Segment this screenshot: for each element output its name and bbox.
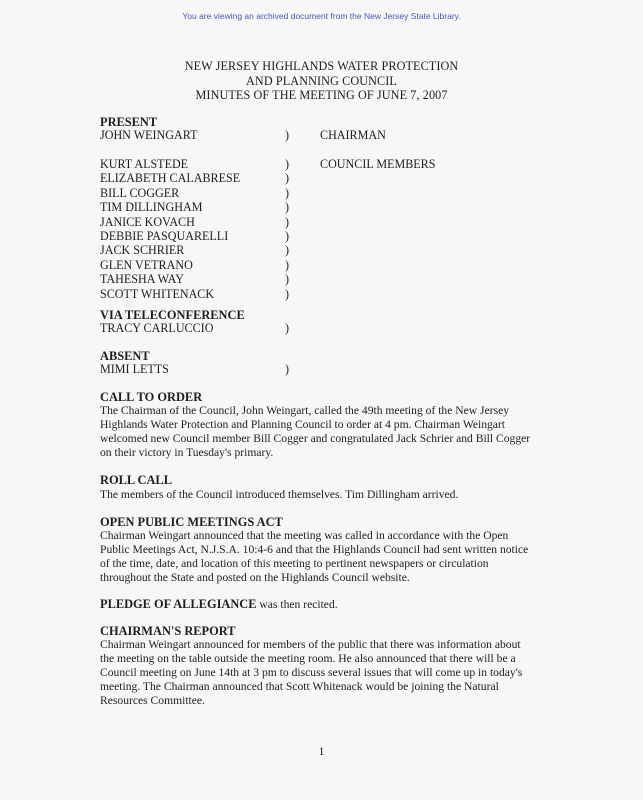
- paren: ): [285, 257, 290, 272]
- title-line-1: NEW JERSEY HIGHLANDS WATER PROTECTION: [184, 59, 459, 73]
- call-to-order-heading: CALL TO ORDER: [100, 390, 203, 404]
- council-member-name: BILL COGGER: [100, 185, 180, 200]
- archive-banner: You are viewing an archived document from the New Jersey State Library.: [182, 11, 461, 21]
- council-member-name: JANICE KOVACH: [100, 214, 195, 229]
- roll-call-text: The members of the Council introduced themselves. Tim Dillingham arrived.: [100, 488, 459, 501]
- text-line: Highlands Water Protection and Planning Council to order at 4 pm. Chairman Weingart: [100, 418, 506, 431]
- chairman-name: JOHN WEINGART: [100, 128, 198, 142]
- text-line: the meeting on the table outside the meeting room. He also announced that there will be a: [100, 652, 516, 665]
- text-line: Council meeting on June 14th at 3 pm to discuss several issues that will come up in today's: [100, 666, 523, 679]
- text-line: meeting. The Chairman announced that Scott Whitenack would be joining the Natural: [100, 680, 499, 693]
- council-members-role: COUNCIL MEMBERS: [320, 157, 436, 171]
- paren: ): [285, 128, 290, 142]
- opma-heading: OPEN PUBLIC MEETINGS ACT: [100, 515, 283, 529]
- text-line: throughout the State and posted on the Highlands Council website.: [100, 571, 410, 584]
- title-line-2: AND PLANNING COUNCIL: [246, 73, 397, 88]
- paren: ): [285, 214, 290, 229]
- paren: ): [285, 272, 290, 287]
- text-line: The Chairman of the Council, John Weingart, called the 49th meeting of the New Jersey: [100, 404, 510, 417]
- paren: ): [285, 243, 290, 258]
- paren: ): [285, 229, 290, 243]
- paren: ): [285, 185, 290, 200]
- text-line: Resources Committee.: [100, 694, 205, 707]
- teleconference-heading: VIA TELECONFERENCE: [100, 308, 245, 322]
- chairman-role: CHAIRMAN: [320, 128, 386, 142]
- present-heading: PRESENT: [100, 115, 158, 129]
- absent-heading: ABSENT: [100, 349, 150, 363]
- opma-text: [100, 529, 550, 585]
- text-line: Public Meetings Act, N.J.S.A. 10:4-6 and that the Highlands Council had sent written notice: [100, 543, 529, 556]
- text-line: welcomed new Council member Bill Cogger and congratulated Jack Schrier and Bill Cogger: [100, 432, 531, 445]
- paren: ): [285, 200, 290, 215]
- council-member-name: KURT ALSTEDE: [100, 157, 189, 171]
- pledge-text: was then recited.: [256, 598, 338, 611]
- call-to-order-text: [100, 404, 550, 460]
- text-line: Chairman Weingart announced for members of the public that there was information about: [100, 638, 521, 651]
- chairmans-report-text: [100, 638, 550, 708]
- council-member-name: TAHESHA WAY: [100, 272, 185, 287]
- paren: ): [285, 286, 290, 301]
- pledge-heading: PLEDGE OF ALLEGIANCE: [100, 597, 257, 611]
- paren: ): [285, 171, 290, 186]
- absent-name: MIMI LETTS: [100, 362, 169, 376]
- text-line: of the time, date, and location of this meeting to pertinent newspapers or circulation: [100, 557, 489, 570]
- pledge-line: [100, 597, 550, 612]
- text-line: on their victory in Tuesday's primary.: [100, 446, 274, 459]
- council-member-name: DEBBIE PASQUARELLI: [100, 229, 229, 243]
- title-line-3: MINUTES OF THE MEETING OF JUNE 7, 2007: [195, 88, 448, 102]
- council-member-name: SCOTT WHITENACK: [100, 286, 215, 301]
- roll-call-heading: ROLL CALL: [100, 473, 172, 487]
- document-title: [0, 59, 643, 103]
- council-member-name: GLEN VETRANO: [100, 257, 193, 272]
- council-member-name: TIM DILLINGHAM: [100, 200, 203, 215]
- page-number: 1: [318, 744, 325, 758]
- paren: ): [285, 362, 290, 376]
- council-member-name: ELIZABETH CALABRESE: [100, 171, 241, 186]
- text-line: Chairman Weingart announced that the meeting was called in accordance with the Open: [100, 529, 509, 542]
- paren: ): [285, 157, 290, 171]
- paren: ): [285, 321, 290, 335]
- teleconference-name: TRACY CARLUCCIO: [100, 321, 214, 335]
- council-member-name: JACK SCHRIER: [100, 243, 185, 258]
- chairmans-report-heading: CHAIRMAN'S REPORT: [100, 624, 236, 638]
